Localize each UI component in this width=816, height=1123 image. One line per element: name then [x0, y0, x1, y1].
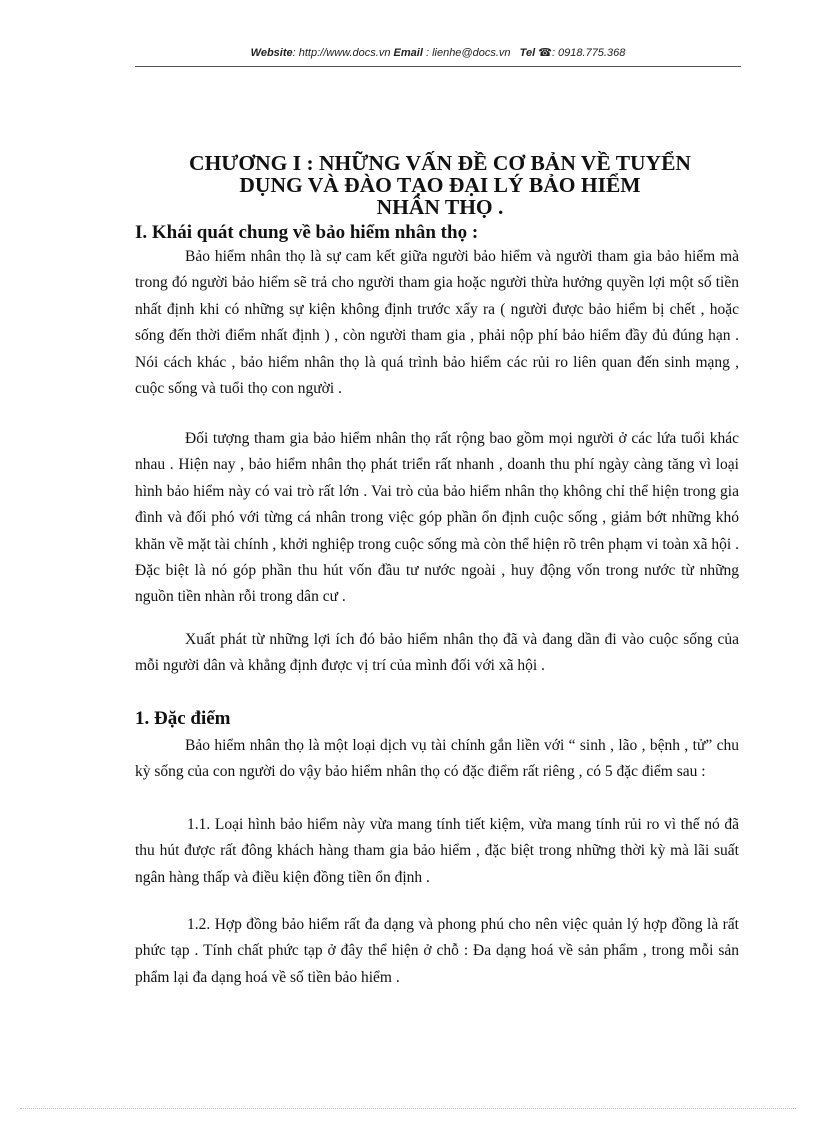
page-header	[135, 46, 741, 59]
chapter-title-line3: NHÂN THỌ .	[376, 195, 504, 219]
chapter-title-line1: CHƯƠNG I : NHỮNG VẤN ĐỀ CƠ BẢN VỀ TUYỂN	[189, 151, 691, 175]
website-value: : http://www.docs.vn	[292, 47, 391, 59]
email-label: Email	[393, 47, 423, 59]
email-value: : lienhe@docs.vn	[425, 47, 511, 59]
paragraph-characteristic-1-1: 1.1. Loại hình bảo hiểm này vừa mang tính tiết kiệm, vừa mang tính rủi ro vì thế nó đã thu hút được rất đông khách hàng tham gia bảo hiểm , đặc biệt trong những thời kỳ mà lãi suất ngân hàng thấp và điều kiện đồng tiền ổn định .	[135, 816, 739, 886]
paragraph-characteristics-intro: Bảo hiểm nhân thọ là một loại dịch vụ tài chính gắn liền với “ sinh , lão , bệnh , tử” chu kỳ sống của con người do vậy bảo hiểm nhân thọ có đặc điểm rất riêng , có 5 đặc điểm sau :	[135, 737, 739, 781]
tel-value: : 0918.775.368	[551, 47, 626, 59]
paragraph-participants: Đối tượng tham gia bảo hiểm nhân thọ rất rộng bao gồm mọi người ở các lứa tuổi khác nhau . Hiện nay , bảo hiểm nhân thọ phát triển rất nhanh , doanh thu phí ngày càng tăng vì loại hình bảo hiểm này có vai trò rất lớn . Vai trò của bảo hiểm nhân thọ không chỉ thể hiện trong gia đình và đối phó với từng cá nhân trong việc góp phần ổn định cuộc sống , giảm bớt những khó khăn về mặt tài chính , khởi nghiệp trong cuộc sống mà còn thể hiện rõ trên phạm vi toàn xã hội . Đặc biệt là nó góp phần thu hút vốn đầu tư nước ngoài , huy động vốn trong nước từ những nguồn tiền nhàn rỗi trong dân cư .	[135, 430, 739, 606]
paragraph-definition: Bảo hiểm nhân thọ là sự cam kết giữa người bảo hiểm và người tham gia bảo hiểm mà trong đó người bảo hiểm sẽ trả cho người tham gia hoặc người thừa hưởng quyền lợi một số tiền nhất định khi có những sự kiện không định trước xẩy ra ( người được bảo hiểm bị chết , hoặc sống đến thời điểm nhất định ) , còn người tham gia , phải nộp phí bảo hiểm đầy đủ đúng hạn . Nói cách khác , bảo hiểm nhân thọ là quá trình bảo hiểm các rủi ro liên quan đến sinh mạng , cuộc sống và tuổi thọ con người .	[135, 248, 739, 398]
tel-label: Tel	[519, 47, 536, 59]
section-heading-characteristics: 1. Đặc điểm	[135, 708, 231, 729]
page-bottom-border	[20, 1108, 796, 1109]
paragraph-characteristic-1-2: 1.2. Hợp đồng bảo hiểm rất đa dạng và phong phú cho nên việc quản lý hợp đồng là rất phức tạp . Tính chất phức tạp ở đây thể hiện ở chỗ : Đa dạng hoá về sản phẩm , trong mỗi sản phẩm lại đa dạng hoá về số tiền bảo hiểm .	[135, 916, 739, 986]
phone-icon: ☎	[538, 47, 552, 59]
website-label: Website	[250, 47, 293, 59]
paragraph-benefits: Xuất phát từ những lợi ích đó bảo hiểm nhân thọ đã và đang dần đi vào cuộc sống của mỗi người dân và khẳng định được vị trí của mình đối với xã hội .	[135, 631, 739, 675]
chapter-title	[140, 152, 740, 218]
chapter-title-line2: DỤNG VÀ ĐÀO TẠO ĐẠI LÝ BẢO HIỂM	[239, 173, 641, 197]
header-divider	[135, 66, 741, 67]
section-heading-overview: I. Khái quát chung về bảo hiểm nhân thọ :	[135, 222, 479, 243]
